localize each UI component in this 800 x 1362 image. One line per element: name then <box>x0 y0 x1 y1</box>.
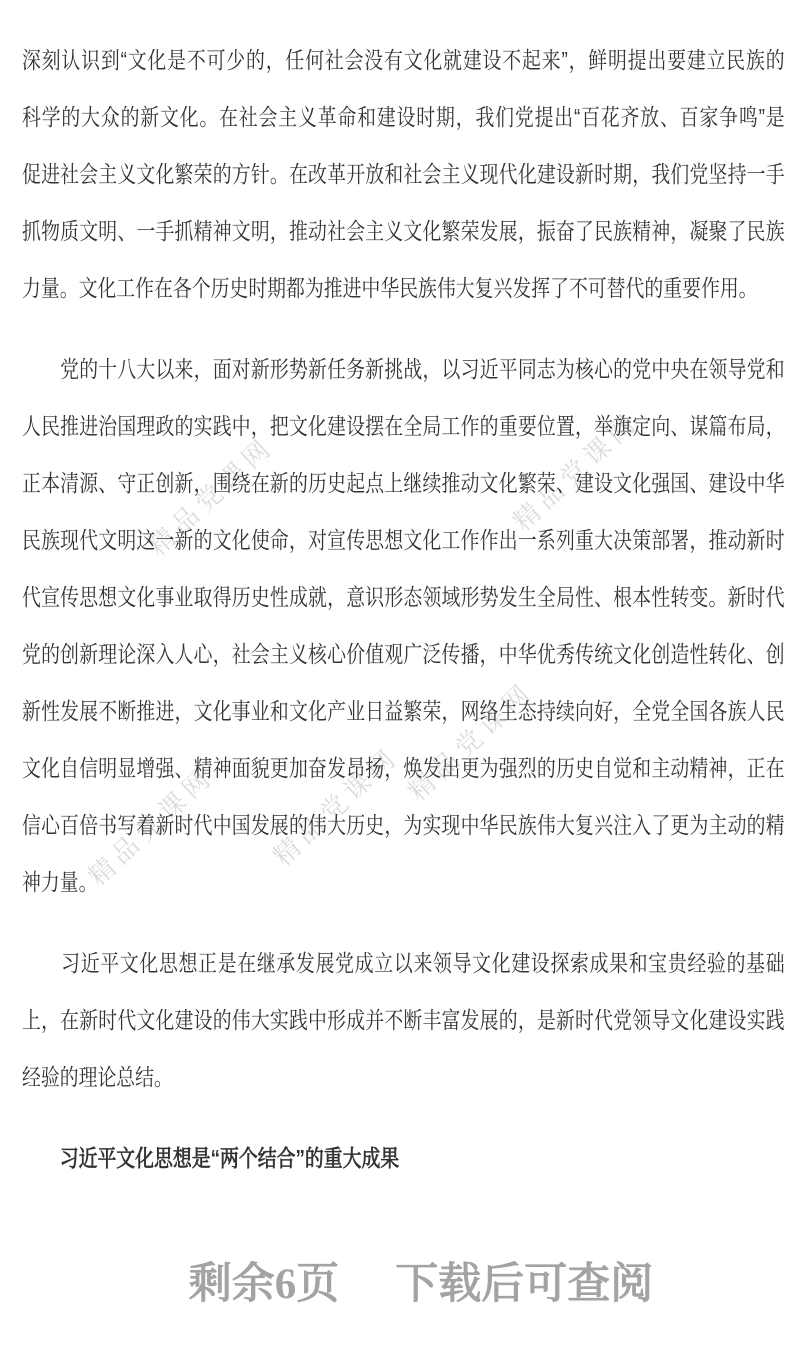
text-line: 民族现代文明这一新的文化使命，对宣传思想文化工作作出一系列重大决策部署，推动新时 <box>22 527 785 553</box>
text-line: 科学的大众的新文化。在社会主义革命和建设时期，我们党提出“百花齐放、百家争鸣”是 <box>22 104 785 130</box>
text-line: 经验的理论总结。 <box>22 1064 173 1090</box>
section-heading: 习近平文化思想是“两个结合”的重大成果 <box>59 1145 400 1171</box>
document-body <box>22 32 785 1187</box>
paragraph <box>22 935 785 1106</box>
text-line: 力量。文化工作在各个历史时期都为推进中华民族伟大复兴发挥了不可替代的重要作用。 <box>22 275 758 301</box>
text-line: 党的十八大以来，面对新形势新任务新挑战，以习近平同志为核心的党中央在领导党和 <box>22 356 785 382</box>
text-line: 正本清源、守正创新，围绕在新的历史起点上继续推动文化繁荣、建设文化强国、建设中华 <box>22 470 785 496</box>
text-line: 信心百倍书写着新时代中国发展的伟大历史，为实现中华民族伟大复兴注入了更为主动的精 <box>22 812 785 838</box>
text-line: 人民推进治国理政的实践中，把文化建设摆在全局工作的重要位置，举旗定向、谋篇布局， <box>22 413 785 439</box>
text-line: 党的创新理论深入人心，社会主义核心价值观广泛传播，中华优秀传统文化创造性转化、创 <box>22 641 785 667</box>
paragraph <box>22 32 785 317</box>
watermark-text: 精品党课网 <box>82 760 220 892</box>
watermark-text: 精品党课网 <box>402 675 540 807</box>
remaining-pages-banner <box>21 1257 800 1313</box>
text-line: 深刻认识到“文化是不可少的，任何社会没有文化就建设不起来”，鲜明提出要建立民族的 <box>22 47 785 73</box>
text-line: 神力量。 <box>22 869 98 895</box>
paragraph-list <box>22 32 785 1106</box>
text-line: 促进社会主义文化繁荣的方针。在改革开放和社会主义现代化建设新时期，我们党坚持一手 <box>22 161 785 187</box>
text-line: 文化自信明显增强、精神面貌更加奋发昂扬，焕发出更为强烈的历史自觉和主动精神，正在 <box>22 755 785 781</box>
paragraph <box>22 341 785 911</box>
watermark-text: 精品党课网 <box>142 430 280 562</box>
download-hint-label: 下载后可查阅 <box>395 1261 654 1308</box>
text-line: 习近平文化思想正是在继承发展党成立以来领导文化建设探索成果和宝贵经验的基础 <box>22 950 785 976</box>
watermark-text: 精品党课网 <box>267 740 405 872</box>
watermark-text: 精品党课网 <box>507 405 645 537</box>
text-line: 抓物质文明、一手抓精神文明，推动社会主义文化繁荣发展，振奋了民族精神，凝聚了民族 <box>22 218 785 244</box>
text-line: 上，在新时代文化建设的伟大实践中形成并不断丰富发展的，是新时代党领导文化建设实践 <box>22 1007 785 1033</box>
remaining-pages-label: 剩余6页 <box>188 1261 340 1308</box>
text-line: 新性发展不断推进，文化事业和文化产业日益繁荣，网络生态持续向好，全党全国各族人民 <box>22 698 785 724</box>
text-line: 代宣传思想文化事业取得历史性成就，意识形态领域形势发生全局性、根本性转变。新时代 <box>22 584 785 610</box>
